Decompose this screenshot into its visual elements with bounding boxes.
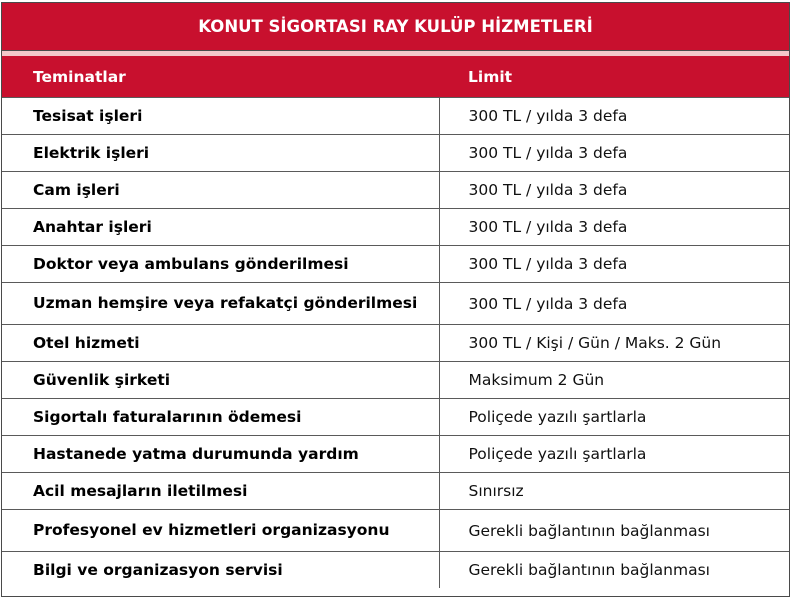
- limit-column-header: Limit: [439, 54, 789, 98]
- table-row: [2, 98, 789, 135]
- services-table: [2, 51, 789, 588]
- table-row: [2, 510, 789, 552]
- coverage-cell: Anahtar işleri: [33, 217, 152, 236]
- table-title: KONUT SİGORTASI RAY KULÜP HİZMETLERİ: [2, 3, 789, 51]
- table-row: [2, 209, 789, 246]
- table-row: [2, 552, 789, 589]
- coverage-cell: Otel hizmeti: [33, 333, 140, 352]
- limit-cell: Sınırsız: [439, 473, 789, 510]
- coverage-cell: Doktor veya ambulans gönderilmesi: [33, 254, 349, 273]
- limit-cell: Gerekli bağlantının bağlanması: [439, 510, 789, 552]
- coverage-cell: Cam işleri: [33, 180, 120, 199]
- coverage-cell: Acil mesajların iletilmesi: [33, 481, 248, 500]
- table-row: [2, 436, 789, 473]
- coverage-cell: Güvenlik şirketi: [33, 370, 171, 389]
- coverage-cell: Hastanede yatma durumunda yardım: [33, 444, 359, 463]
- limit-cell: 300 TL / yılda 3 defa: [439, 135, 789, 172]
- limit-cell: Poliçede yazılı şartlarla: [439, 436, 789, 473]
- coverage-cell: Profesyonel ev hizmetleri organizasyonu: [33, 521, 390, 539]
- limit-cell: 300 TL / yılda 3 defa: [439, 246, 789, 283]
- table-row: [2, 473, 789, 510]
- services-table-container: [1, 2, 790, 597]
- coverage-cell: Sigortalı faturalarının ödemesi: [33, 407, 302, 426]
- coverage-cell: Uzman hemşire veya refakatçi gönderilmesi: [33, 294, 418, 312]
- table-row: [2, 325, 789, 362]
- coverage-cell: Bilgi ve organizasyon servisi: [33, 560, 283, 579]
- limit-cell: Poliçede yazılı şartlarla: [439, 399, 789, 436]
- header-row: [2, 54, 789, 98]
- table-row: [2, 399, 789, 436]
- limit-cell: Gerekli bağlantının bağlanması: [439, 552, 789, 589]
- coverage-column-header: Teminatlar: [2, 54, 439, 98]
- limit-cell: 300 TL / yılda 3 defa: [439, 209, 789, 246]
- limit-cell: 300 TL / yılda 3 defa: [439, 98, 789, 135]
- limit-cell: 300 TL / yılda 3 defa: [439, 172, 789, 209]
- table-row: [2, 135, 789, 172]
- table-row: [2, 362, 789, 399]
- limit-cell: 300 TL / Kişi / Gün / Maks. 2 Gün: [439, 325, 789, 362]
- table-row: [2, 172, 789, 209]
- coverage-cell: Tesisat işleri: [33, 106, 143, 125]
- limit-cell: Maksimum 2 Gün: [439, 362, 789, 399]
- table-row: [2, 246, 789, 283]
- table-row: [2, 283, 789, 325]
- limit-cell: 300 TL / yılda 3 defa: [439, 283, 789, 325]
- coverage-cell: Elektrik işleri: [33, 143, 150, 162]
